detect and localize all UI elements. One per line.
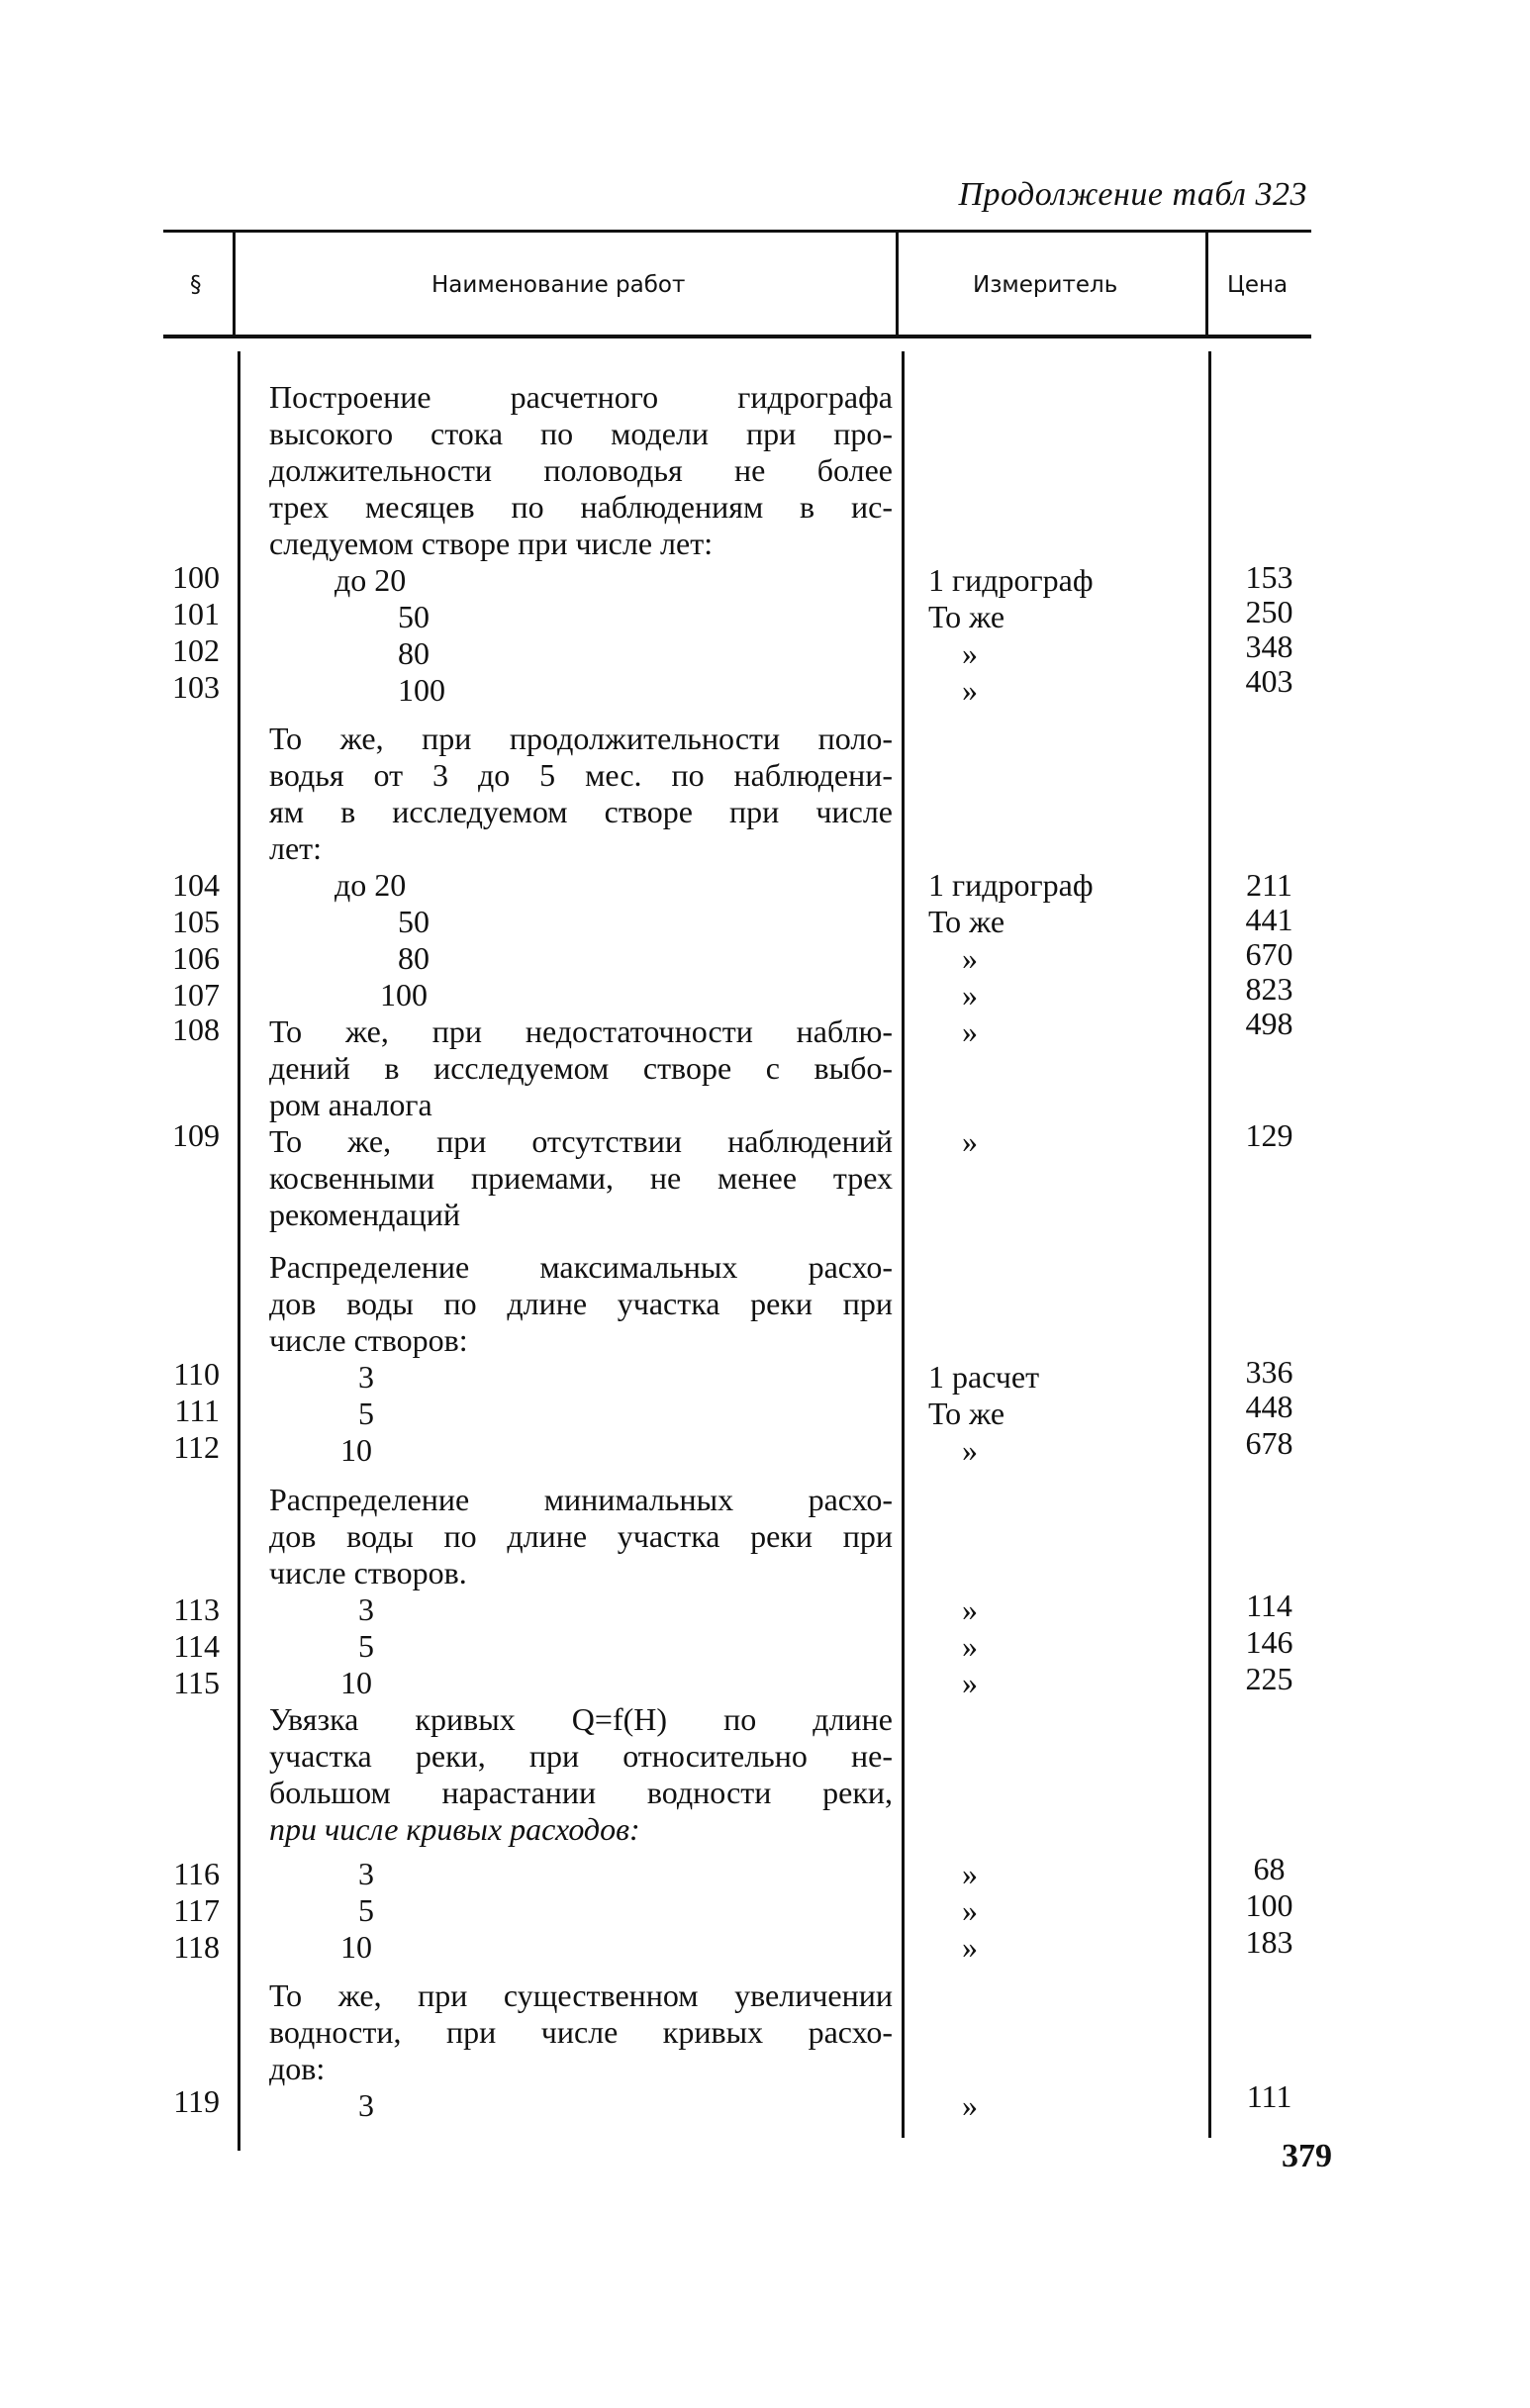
group2-line: водья от 3 до 5 мес. по наблюдени- xyxy=(269,757,893,793)
column-rule-left-header xyxy=(233,230,236,335)
row-value: до 20 xyxy=(335,867,407,903)
header-name: Наименование работ xyxy=(431,272,686,298)
row-unit: » xyxy=(962,977,978,1012)
row-unit: » xyxy=(962,1013,978,1049)
group5-line: Увязка кривых Q=f(H) по длине xyxy=(269,1701,893,1737)
group2-line: лет: xyxy=(269,830,323,866)
row-price: 823 xyxy=(1245,971,1293,1007)
group1-line: должительности половодья не более xyxy=(269,452,893,488)
group1-line: трех месяцев по наблюдениям в ис- xyxy=(269,489,893,525)
group4-line: Распределение минимальных расхо- xyxy=(269,1482,893,1517)
row-number: 103 xyxy=(172,669,220,705)
group5-line: при числе кривых расходов: xyxy=(269,1811,640,1847)
row-unit: » xyxy=(962,1665,978,1700)
row-price: 111 xyxy=(1246,2078,1292,2114)
row-value: 3 xyxy=(358,1359,374,1395)
group3-line: дов воды по длине участка реки при xyxy=(269,1286,893,1321)
group3-line: Распределение максимальных расхо- xyxy=(269,1249,893,1285)
group2-line: ям в исследуемом створе при числе xyxy=(269,794,893,829)
header-price: Цена xyxy=(1227,272,1289,298)
column-rule-unit-header xyxy=(896,230,899,335)
group6-line: дов: xyxy=(269,2051,326,2086)
column-rule-left xyxy=(238,351,240,2151)
row-value: 80 xyxy=(398,940,430,976)
row108-line: То же, при недостаточности наблю- xyxy=(269,1013,893,1049)
group6-line: То же, при существенном увеличении xyxy=(269,1977,893,2013)
row-value: 100 xyxy=(380,977,428,1012)
row-unit: » xyxy=(962,2087,978,2123)
row-number: 108 xyxy=(172,1011,220,1047)
row-value: 5 xyxy=(358,1396,374,1431)
group3-line: числе створов: xyxy=(269,1322,468,1358)
row-price: 250 xyxy=(1245,594,1293,629)
row-number: 105 xyxy=(172,904,220,939)
row-number: 106 xyxy=(172,940,220,976)
group1-line: высокого стока по модели при про- xyxy=(269,416,893,451)
row-value: 100 xyxy=(398,672,445,708)
group6-line: водности, при числе кривых расхо- xyxy=(269,2014,893,2050)
row-unit: » xyxy=(962,1929,978,1965)
row-number: 114 xyxy=(173,1628,220,1664)
row-unit: » xyxy=(962,1892,978,1928)
row109-line: рекомендаций xyxy=(269,1197,460,1232)
number-column xyxy=(158,0,220,2408)
row-price: 146 xyxy=(1245,1624,1293,1660)
row-price: 225 xyxy=(1245,1661,1293,1696)
row-unit: То же xyxy=(928,1396,1005,1431)
row-price: 348 xyxy=(1245,628,1293,664)
header-unit: Измеритель xyxy=(973,272,1118,298)
row-price: 441 xyxy=(1245,902,1293,937)
row-price: 153 xyxy=(1245,559,1293,595)
group1-line: Построение расчетного гидрографа xyxy=(269,379,893,415)
row-number: 100 xyxy=(172,559,220,595)
row-number: 110 xyxy=(173,1356,220,1392)
row108-line: дений в исследуемом створе с выбо- xyxy=(269,1050,893,1086)
group1-line: следуемом створе при числе лет: xyxy=(269,526,714,561)
group5-line: участка реки, при относительно не- xyxy=(269,1738,893,1774)
group2-line: То же, при продолжительности поло- xyxy=(269,721,893,756)
page-number: 379 xyxy=(1282,2138,1332,2174)
row-value: 10 xyxy=(340,1929,372,1965)
row-unit: » xyxy=(962,940,978,976)
column-rule-price xyxy=(1208,351,1211,2138)
row-number: 102 xyxy=(172,632,220,668)
row-unit: » xyxy=(962,1432,978,1468)
group5-line: большом нарастании водности реки, xyxy=(269,1775,893,1810)
row-number: 116 xyxy=(173,1856,220,1891)
row-price: 129 xyxy=(1245,1117,1293,1153)
row109-line: То же, при отсутствии наблюдений xyxy=(269,1123,893,1159)
row-unit: 1 гидрограф xyxy=(928,562,1094,598)
row-number: 104 xyxy=(172,867,220,903)
row-value: 80 xyxy=(398,635,430,671)
row-number: 113 xyxy=(173,1591,220,1627)
row-price: 114 xyxy=(1246,1588,1292,1623)
row-value: 3 xyxy=(358,1591,374,1627)
header-number: § xyxy=(190,272,202,298)
row-value: 10 xyxy=(340,1432,372,1468)
row-price: 670 xyxy=(1245,936,1293,972)
row-unit: То же xyxy=(928,904,1005,939)
price-column xyxy=(1222,0,1316,2408)
row-price: 336 xyxy=(1245,1354,1293,1390)
row-price: 403 xyxy=(1245,663,1293,699)
row-unit: » xyxy=(962,1591,978,1627)
row-number: 112 xyxy=(173,1429,220,1465)
group4-line: дов воды по длине участка реки при xyxy=(269,1518,893,1554)
row-value: 3 xyxy=(358,2087,374,2123)
row-price: 68 xyxy=(1253,1851,1286,1886)
row-value: до 20 xyxy=(335,562,407,598)
row-unit: То же xyxy=(928,599,1005,634)
row-unit: » xyxy=(962,1628,978,1664)
row-value: 50 xyxy=(398,599,430,634)
row-value: 50 xyxy=(398,904,430,939)
row-price: 183 xyxy=(1245,1924,1293,1960)
row-unit: 1 гидрограф xyxy=(928,867,1094,903)
row-number: 115 xyxy=(173,1665,220,1700)
row-price: 448 xyxy=(1245,1389,1293,1424)
row-number: 111 xyxy=(174,1393,220,1428)
row-price: 100 xyxy=(1245,1887,1293,1923)
row-unit: » xyxy=(962,1856,978,1891)
row-value: 10 xyxy=(340,1665,372,1700)
unit-column xyxy=(928,0,1176,2408)
row-price: 498 xyxy=(1245,1006,1293,1041)
row-unit: » xyxy=(962,672,978,708)
row-number: 119 xyxy=(173,2083,220,2119)
row-price: 211 xyxy=(1246,867,1292,903)
row-unit: » xyxy=(962,1123,978,1159)
row-value: 3 xyxy=(358,1856,374,1891)
column-rule-price-header xyxy=(1205,230,1208,335)
row-value: 5 xyxy=(358,1892,374,1928)
row108-line: ром аналога xyxy=(269,1087,432,1122)
group4-line: числе створов. xyxy=(269,1555,467,1590)
table-caption: Продолжение табл 323 xyxy=(958,176,1307,213)
row-number: 109 xyxy=(172,1117,220,1153)
row-number: 117 xyxy=(173,1892,220,1928)
row-price: 678 xyxy=(1245,1425,1293,1461)
row-unit: » xyxy=(962,635,978,671)
row-number: 101 xyxy=(172,596,220,631)
row-value: 5 xyxy=(358,1628,374,1664)
row-unit: 1 расчет xyxy=(928,1359,1040,1395)
row-number: 107 xyxy=(172,977,220,1012)
row109-line: косвенными приемами, не менее трех xyxy=(269,1160,893,1196)
row-number: 118 xyxy=(173,1929,220,1965)
